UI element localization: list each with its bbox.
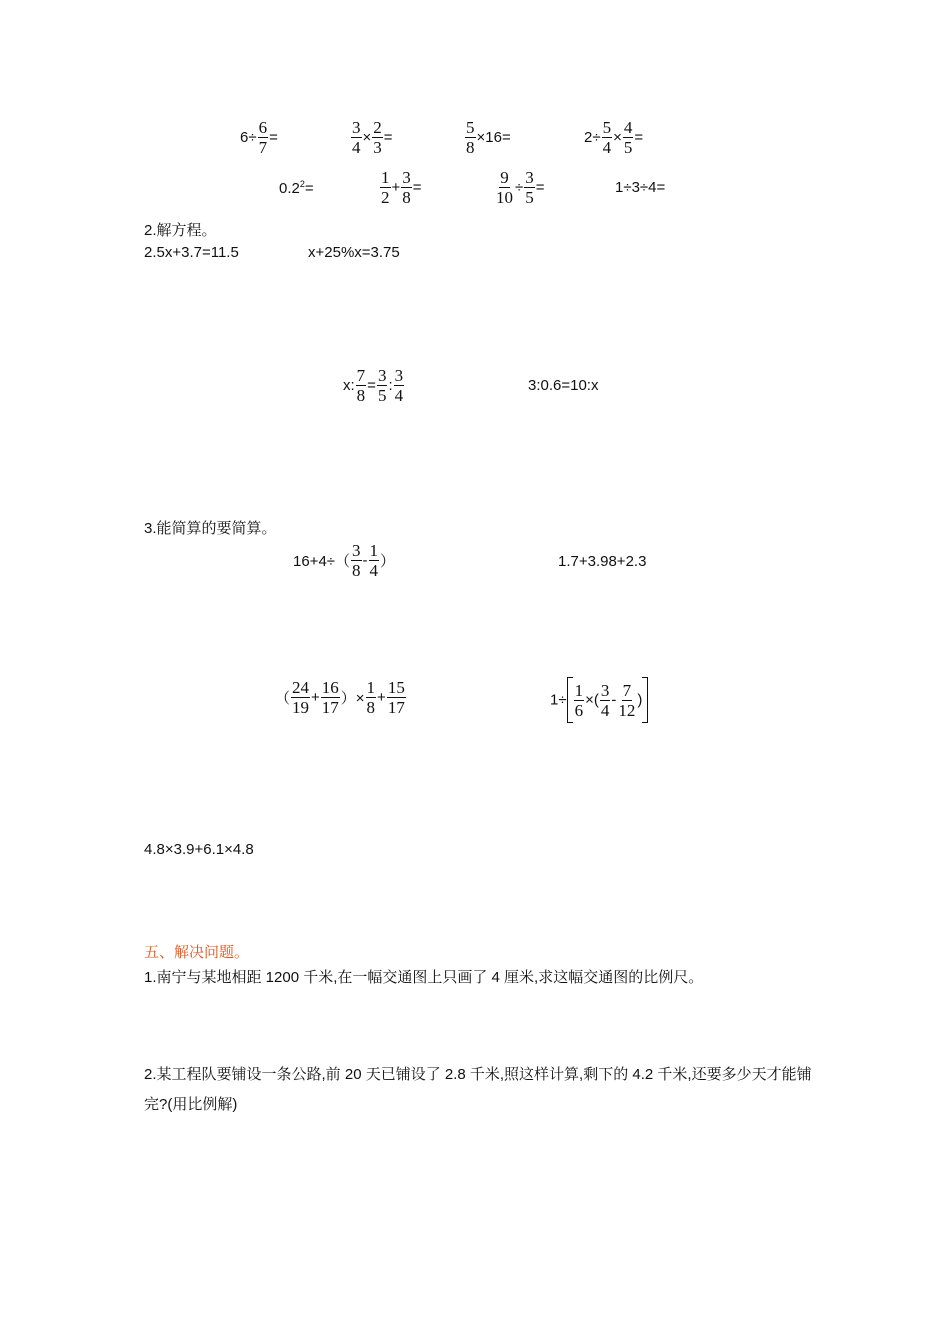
operator: - [611, 691, 617, 709]
numerator: 3 [394, 366, 404, 385]
fraction [258, 118, 269, 157]
expr-suffix: = [634, 129, 644, 146]
denominator: 17 [321, 698, 339, 717]
numerator: 3 [377, 366, 387, 385]
oral-calc-3 [464, 118, 511, 157]
expr-suffix: = [383, 129, 393, 146]
expr-suffix: ×16= [476, 129, 511, 146]
operator: ÷ [515, 179, 524, 196]
expr-base: 0.2 [279, 180, 300, 197]
fraction [465, 118, 476, 157]
denominator: 8 [402, 188, 411, 207]
operator: × [613, 129, 622, 146]
operator: + [311, 689, 320, 706]
fraction [291, 678, 310, 717]
operator: + [391, 179, 401, 196]
oral-calc-1 [240, 118, 278, 157]
numerator: 1 [574, 680, 584, 700]
paren-open: （ [275, 690, 291, 707]
equation-4: 3:0.6=10:x [528, 377, 599, 394]
numerator: 7 [622, 680, 632, 700]
oral-calc-8: 1÷3÷4= [615, 179, 666, 196]
oral-calc-2 [350, 118, 393, 157]
denominator: 10 [496, 188, 513, 207]
expr-prefix: 2÷ [584, 129, 601, 146]
numerator: 1 [369, 541, 379, 560]
operator: - [362, 552, 368, 569]
numerator: 4 [623, 118, 633, 137]
numerator: 3 [352, 118, 361, 137]
paren-close: ）× [340, 690, 365, 707]
fraction [351, 541, 362, 580]
fraction [574, 681, 585, 720]
denominator: 4 [600, 700, 610, 720]
fraction [600, 681, 611, 720]
fraction [369, 541, 380, 580]
fraction [366, 678, 377, 717]
exponent: 2 [299, 179, 305, 189]
numerator: 5 [466, 118, 475, 137]
expr-prefix: 1÷ [550, 691, 567, 709]
expr-suffix: = [269, 129, 278, 146]
fraction [394, 366, 405, 405]
fraction [623, 118, 634, 157]
fraction [351, 118, 362, 157]
denominator: 17 [387, 698, 405, 717]
expr-suffix: = [412, 179, 422, 196]
denominator: 5 [525, 188, 534, 207]
numerator: 6 [258, 118, 268, 137]
paren-open: ( [593, 691, 599, 709]
oral-calc-6 [379, 168, 422, 207]
oral-calc-7 [494, 168, 545, 207]
fraction [380, 168, 391, 207]
operator: × [585, 691, 594, 709]
denominator: 8 [356, 386, 366, 405]
operator: = [367, 377, 376, 394]
expr-suffix: = [304, 180, 314, 197]
fraction [401, 168, 412, 207]
square-bracket-right [642, 677, 648, 723]
denominator: 8 [466, 138, 475, 157]
numerator: 3 [525, 168, 534, 187]
section-5-title: 五、解决问题。 [144, 944, 250, 961]
fraction [387, 678, 406, 717]
denominator: 8 [352, 561, 361, 580]
fraction [602, 118, 613, 157]
numerator: 7 [356, 366, 366, 385]
denominator: 3 [373, 138, 382, 157]
fraction [617, 681, 636, 720]
denominator: 12 [618, 700, 636, 720]
section-2-title: 2.解方程。 [144, 222, 217, 239]
equation-3 [343, 366, 405, 405]
equation-1: 2.5x+3.7=11.5 [144, 244, 239, 261]
fraction [524, 168, 535, 207]
denominator: 19 [292, 698, 310, 717]
simplify-1 [293, 541, 395, 580]
numerator: 2 [373, 118, 382, 137]
numerator: 9 [500, 168, 509, 187]
numerator: 3 [402, 168, 411, 187]
operator: + [377, 689, 386, 706]
simplify-5: 4.8×3.9+6.1×4.8 [144, 841, 254, 858]
denominator: 4 [352, 138, 361, 157]
expr-prefix: 6÷ [240, 129, 257, 146]
oral-calc-5 [279, 179, 314, 197]
problem-1: 1.南宁与某地相距 1200 千米,在一幅交通图上只画了 4 厘米,求这幅交通图的比例尺。 [144, 969, 704, 986]
numerator: 3 [352, 541, 361, 560]
equation-2: x+25%x=3.75 [308, 244, 400, 261]
problem-2: 2.某工程队要铺设一条公路,前 20 天已铺设了 2.8 千米,照这样计算,剩下的 4.2 千米,还要多少天才能铺完?(用比例解) [144, 1066, 812, 1113]
numerator: 1 [366, 678, 376, 697]
fraction [372, 118, 383, 157]
fraction [495, 168, 514, 207]
square-bracket-left [567, 677, 573, 723]
expr-suffix: = [535, 179, 545, 196]
operator: × [362, 129, 372, 146]
denominator: 2 [381, 188, 390, 207]
denominator: 7 [258, 138, 268, 157]
denominator: 8 [366, 698, 376, 717]
simplify-4 [550, 677, 648, 723]
oral-calc-4 [584, 118, 643, 157]
denominator: 5 [377, 386, 387, 405]
expr-prefix: 16+4÷（ [293, 553, 351, 570]
numerator: 5 [602, 118, 612, 137]
simplify-2: 1.7+3.98+2.3 [558, 553, 647, 570]
denominator: 4 [394, 386, 404, 405]
expr-suffix: ） [380, 553, 396, 570]
numerator: 1 [381, 168, 390, 187]
denominator: 5 [623, 138, 633, 157]
numerator: 3 [600, 680, 610, 700]
numerator: 24 [292, 678, 310, 697]
denominator: 4 [602, 138, 612, 157]
operator: : [388, 377, 393, 394]
numerator: 15 [387, 678, 405, 697]
numerator: 16 [321, 678, 339, 697]
fraction [377, 366, 388, 405]
section-3-title: 3.能简算的要简算。 [144, 520, 277, 537]
denominator: 6 [574, 700, 584, 720]
simplify-3 [275, 678, 407, 717]
fraction [321, 678, 340, 717]
paren-close: ) [637, 691, 643, 709]
fraction [356, 366, 367, 405]
denominator: 4 [369, 561, 379, 580]
expr-prefix: x: [343, 377, 355, 394]
